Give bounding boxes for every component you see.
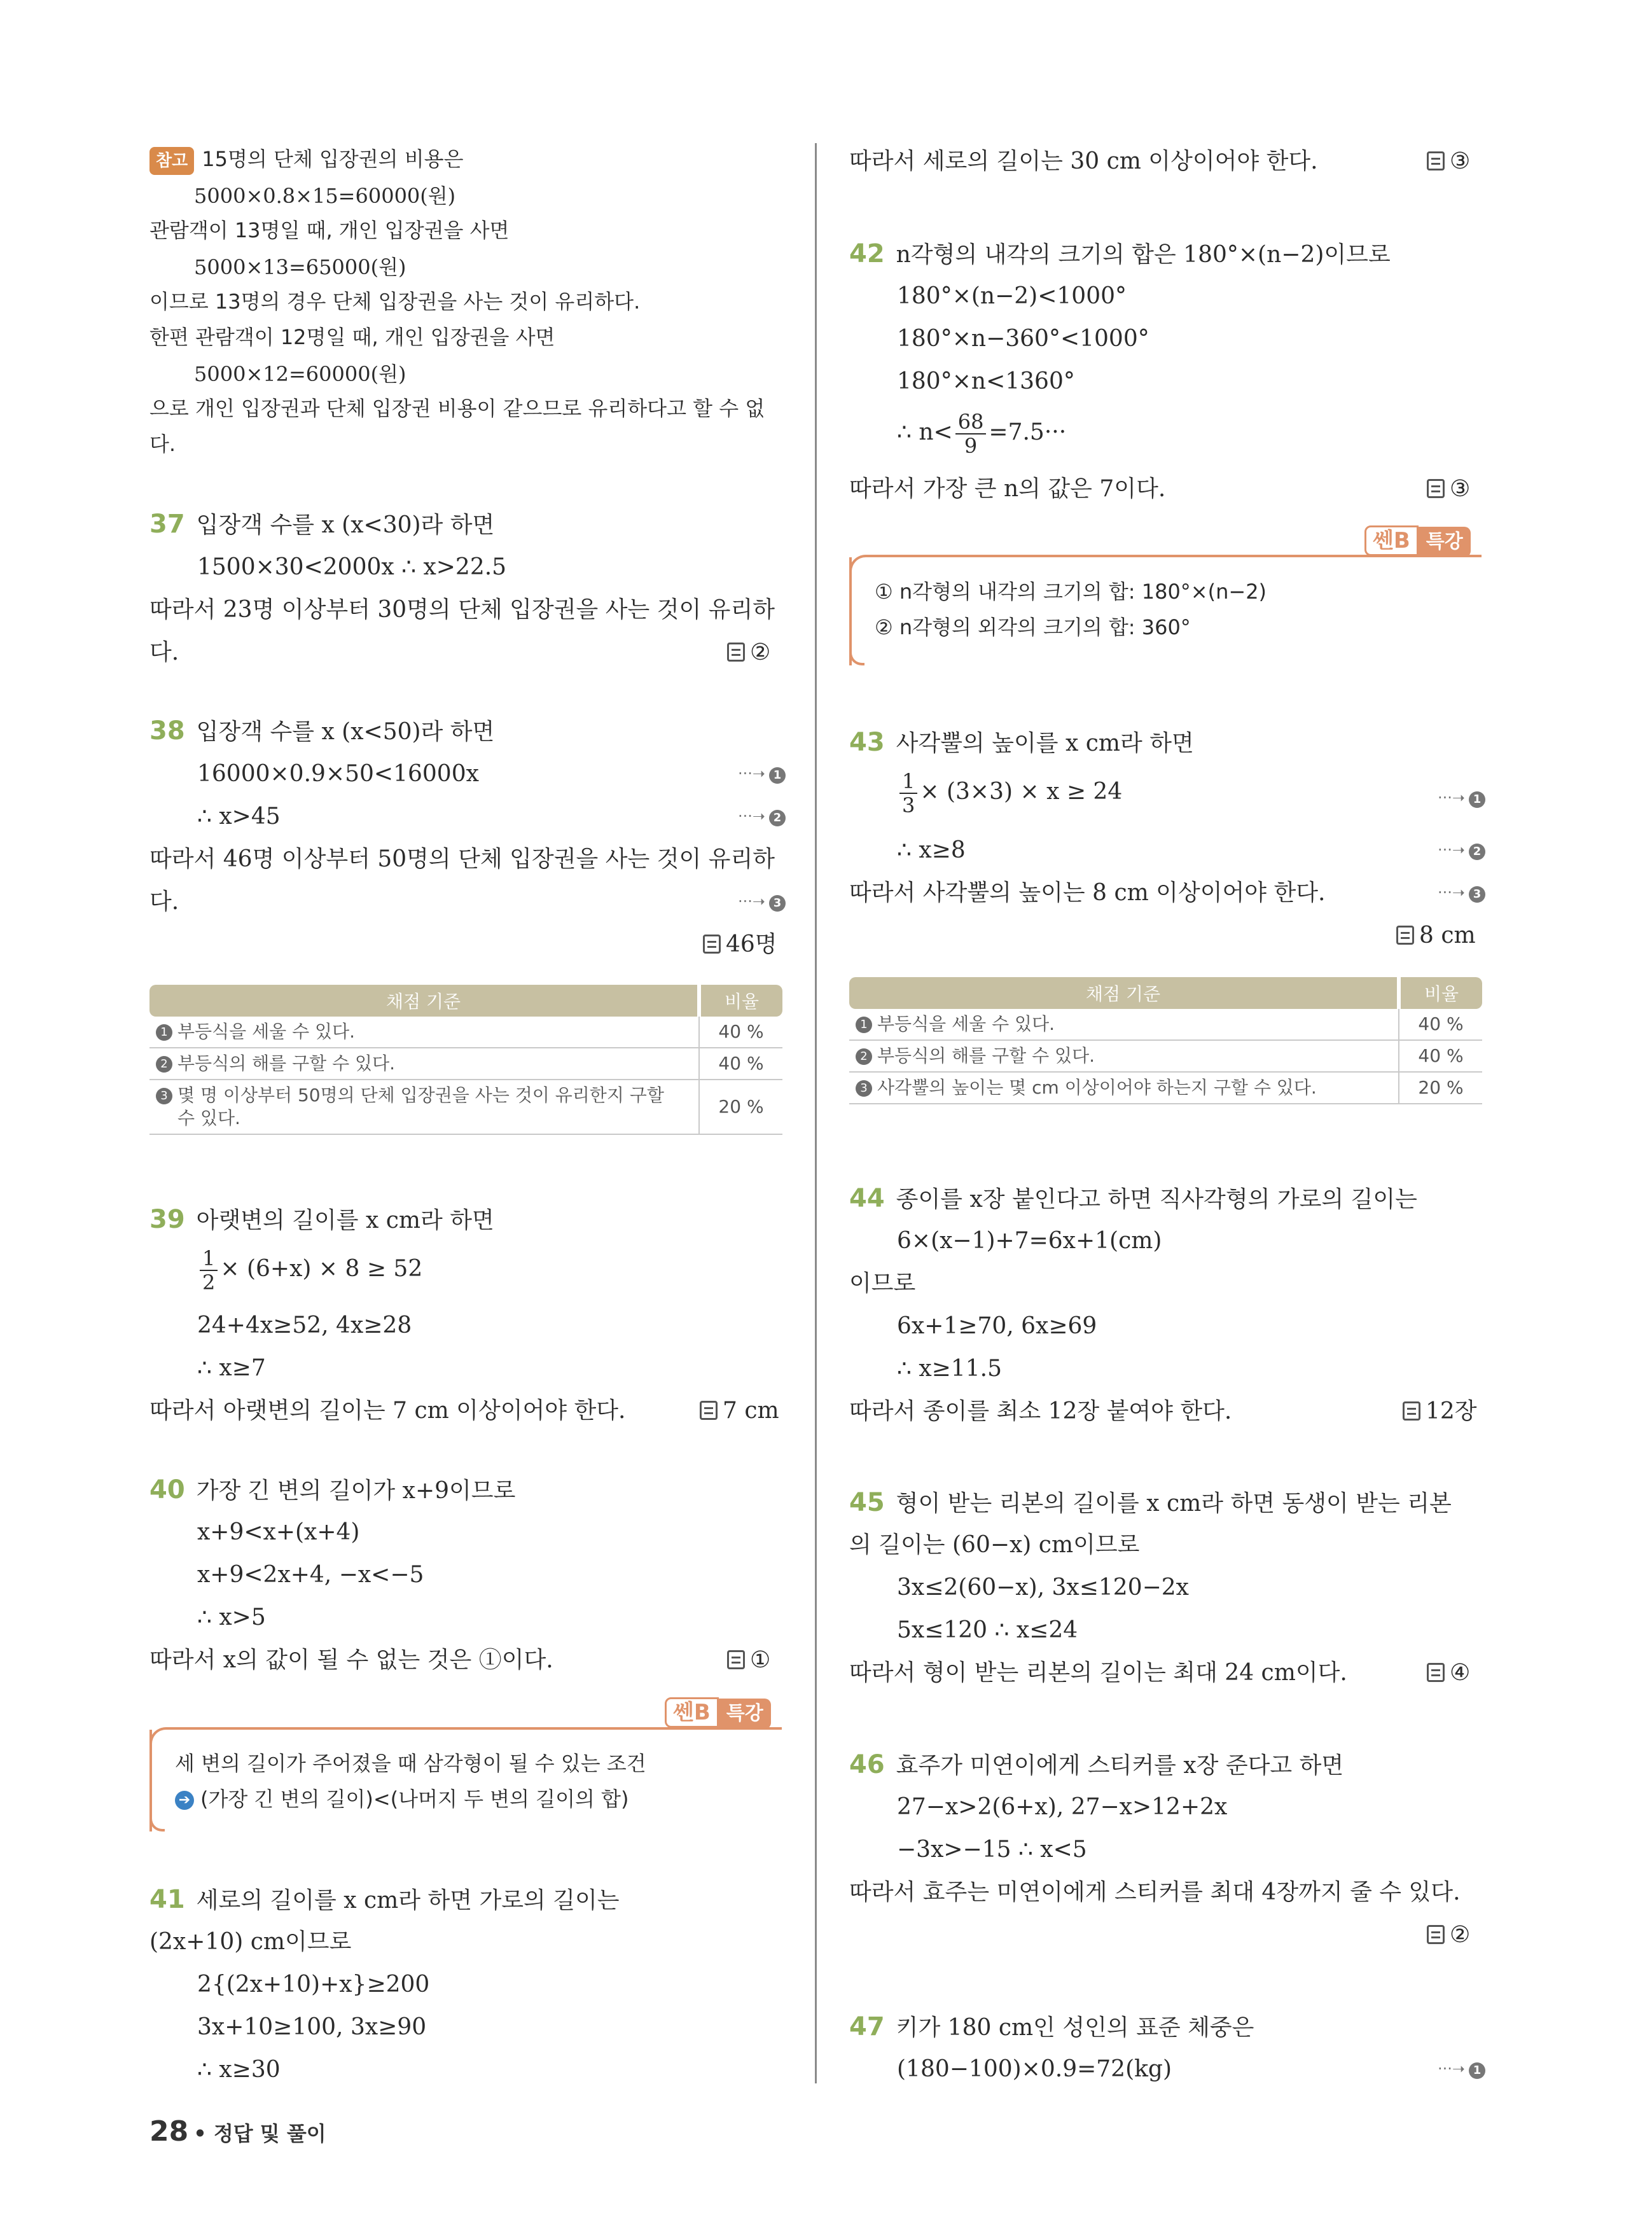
ssen-b-label: 쎈B <box>665 1697 719 1728</box>
p40-line: 따라서 x의 값이 될 수 없는 것은 ①이다. <box>149 1647 553 1673</box>
note-badge: 참고 <box>149 147 194 175</box>
tip-box-42 <box>849 555 1482 665</box>
special-lecture-label: 특강 <box>1419 527 1471 557</box>
table-row: 1 부등식을 세울 수 있다. 40 % <box>149 1017 782 1048</box>
answer-44: 12장 <box>1403 1396 1477 1427</box>
answer-icon <box>1403 1401 1420 1421</box>
tip-line: ➔ (가장 긴 변의 길이)<(나머지 두 변의 길이의 합) <box>175 1785 628 1813</box>
note-line: 으로 개인 입장권과 단체 입장권 비용이 같으므로 유리하다고 할 수 없 <box>149 396 765 420</box>
answer-45: ④ <box>1427 1658 1470 1688</box>
problem-39-heading: 39 아랫변의 길이를 x cm라 하면 <box>149 1205 494 1234</box>
note-line: 5000×13=65000(원) <box>194 255 406 279</box>
note-line: 5000×12=60000(원) <box>194 362 406 386</box>
answer-37: ② <box>727 637 770 668</box>
answer-40: ① <box>727 1645 770 1676</box>
ssen-b-label: 쎈B <box>1364 525 1419 556</box>
problem-38-heading: 38 입장객 수를 x (x<50)라 하면 <box>149 716 495 746</box>
step-marker: ···➝ 1 <box>1438 2060 1485 2079</box>
grading-table-38 <box>149 985 782 1135</box>
p45-line: 5x≤120 ∴ x≤24 <box>897 1617 1078 1643</box>
answer-icon <box>700 1401 718 1420</box>
p41-line: 3x+10≥100, 3x≥90 <box>197 2014 427 2040</box>
answer-43: 8 cm <box>1396 921 1476 951</box>
table-row: 1 부등식을 세울 수 있다. 40 % <box>849 1009 1482 1040</box>
table-header: 비율 <box>1399 977 1482 1009</box>
p43-line: ∴ x≥8 <box>897 837 966 863</box>
answer-41: ③ <box>1427 146 1470 177</box>
p41-line: 2{(2x+10)+x}≥200 <box>197 1971 430 1998</box>
page-footer <box>149 2115 326 2148</box>
fraction: $\frac{68}{9}$ <box>955 410 987 457</box>
problem-41-heading: 41 세로의 길이를 x cm라 하면 가로의 길이는 <box>149 1885 620 1914</box>
table-row: 3 사각뿔의 높이는 몇 cm 이상이어야 하는지 구할 수 있다. 20 % <box>849 1072 1482 1104</box>
footer-label: • 정답 및 풀이 <box>193 2122 326 2146</box>
note-line: 이므로 13명의 경우 단체 입장권을 사는 것이 유리하다. <box>149 289 641 314</box>
p45-line: 3x≤2(60−x), 3x≤120−2x <box>897 1574 1189 1601</box>
note-line: 다. <box>149 432 176 456</box>
problem-44-heading: 44 종이를 x장 붙인다고 하면 직사각형의 가로의 길이는 <box>849 1184 1417 1213</box>
page-number: 28 <box>149 2115 189 2148</box>
note-line: 한편 관람객이 12명일 때, 개인 입장권을 사면 <box>149 325 555 349</box>
step-marker: ···➝ 2 <box>1438 841 1485 860</box>
answer-icon <box>1427 479 1445 498</box>
problem-42-heading: 42 n각형의 내각의 크기의 합은 180°×(n−2)이므로 <box>849 239 1391 268</box>
p40-line: x+9<2x+4, −x<−5 <box>197 1562 424 1588</box>
p44-line: 따라서 종이를 최소 12장 붙여야 한다. <box>849 1398 1232 1424</box>
problem-43-heading: 43 사각뿔의 높이를 x cm라 하면 <box>849 728 1194 757</box>
p39-line: 24+4x≥52, 4x≥28 <box>197 1312 412 1338</box>
tip-line: ① n각형의 내각의 크기의 합: 180°×(n−2) <box>875 580 1267 604</box>
p38-line: 따라서 46명 이상부터 50명의 단체 입장권을 사는 것이 유리하 <box>149 846 775 872</box>
p41-line: 따라서 세로의 길이는 30 cm 이상이어야 한다. <box>849 148 1318 174</box>
note-line: 참고 15명의 단체 입장권의 비용은 <box>149 145 464 175</box>
step-marker: ···➝ 1 <box>1438 789 1485 808</box>
fraction: $\frac{1}{3}$ <box>899 770 917 817</box>
table-row: 3 몇 명 이상부터 50명의 단체 입장권을 사는 것이 유리한지 구할 수 있다. 20 % <box>149 1080 782 1134</box>
answer-38: 46명 <box>703 929 777 960</box>
p38-line: ∴ x>45 <box>197 803 281 830</box>
p45-line: 따라서 형이 받는 리본의 길이는 최대 24 cm이다. <box>849 1660 1347 1686</box>
p44-line: 6x+1≥70, 6x≥69 <box>897 1313 1097 1339</box>
table-row: 2 부등식의 해를 구할 수 있다. 40 % <box>149 1048 782 1080</box>
p42-line: ∴ n< $\frac{68}{9}$ =7.5··· <box>897 410 1067 458</box>
p38-line: 다. <box>149 889 179 915</box>
p40-line: x+9<x+(x+4) <box>197 1519 360 1545</box>
problem-46-heading: 46 효주가 미연이에게 스티커를 x장 준다고 하면 <box>849 1750 1344 1779</box>
answer-icon <box>727 1650 745 1669</box>
p38-line: 16000×0.9×50<16000x <box>197 761 479 787</box>
tip-header-42 <box>1364 525 1471 557</box>
p42-line: 180°×(n−2)<1000° <box>897 283 1127 309</box>
problem-45-heading: 45 형이 받는 리본의 길이를 x cm라 하면 동생이 받는 리본 <box>849 1488 1452 1517</box>
answer-46: ② <box>1427 1920 1470 1950</box>
p47-line: (180−100)×0.9=72(kg) <box>897 2056 1172 2082</box>
p43-line: $\frac{1}{3}$ × (3×3) × x ≥ 24 <box>897 770 1122 817</box>
p41-line: ∴ x≥30 <box>197 2057 281 2083</box>
problem-37-heading: 37 입장객 수를 x (x<30)라 하면 <box>149 510 495 539</box>
p46-line: 27−x>2(6+x), 27−x>12+2x <box>897 1794 1228 1820</box>
p41-line: (2x+10) cm이므로 <box>149 1929 352 1955</box>
tip-line: 세 변의 길이가 주어졌을 때 삼각형이 될 수 있는 조건 <box>175 1751 646 1776</box>
p42-line: 180°×n<1360° <box>897 368 1075 394</box>
tip-box-40 <box>149 1727 782 1831</box>
p39-line: ∴ x≥7 <box>197 1355 266 1381</box>
fraction: $\frac{1}{2}$ <box>200 1247 218 1294</box>
tip-header-40 <box>665 1697 771 1729</box>
note-line: 관람객이 13명일 때, 개인 입장권을 사면 <box>149 218 510 242</box>
special-lecture-label: 특강 <box>719 1699 771 1729</box>
answer-42: ③ <box>1427 474 1470 504</box>
p44-line: 6×(x−1)+7=6x+1(cm) <box>897 1228 1162 1254</box>
p44-line: ∴ x≥11.5 <box>897 1356 1002 1382</box>
p46-line: 따라서 효주는 미연이에게 스티커를 최대 4장까지 줄 수 있다. <box>849 1879 1461 1905</box>
p46-line: −3x>−15 ∴ x<5 <box>897 1837 1087 1863</box>
step-marker: ···➝ 2 <box>738 807 786 826</box>
answer-39: 7 cm <box>700 1396 779 1426</box>
p43-line: 따라서 사각뿔의 높이는 8 cm 이상이어야 한다. <box>849 880 1326 906</box>
p37-line: 다. <box>149 639 179 665</box>
table-header: 채점 기준 <box>849 977 1399 1009</box>
step-marker: ···➝ 3 <box>738 893 786 912</box>
note-line: 5000×0.8×15=60000(원) <box>194 184 456 208</box>
arrow-icon: ➔ <box>175 1791 194 1810</box>
p40-line: ∴ x>5 <box>197 1604 266 1630</box>
tip-line: ② n각형의 외각의 크기의 합: 360° <box>875 615 1191 639</box>
step-marker: ···➝ 3 <box>1438 884 1485 903</box>
problem-40-heading: 40 가장 긴 변의 길이가 x+9이므로 <box>149 1475 516 1505</box>
answer-icon <box>1427 1925 1445 1944</box>
p37-line: 따라서 23명 이상부터 30명의 단체 입장권을 사는 것이 유리하 <box>149 597 775 623</box>
answer-icon <box>1427 151 1445 170</box>
answer-icon <box>727 643 745 662</box>
answer-icon <box>1396 926 1414 945</box>
p42-line: 따라서 가장 큰 n의 값은 7이다. <box>849 476 1166 502</box>
table-header: 채점 기준 <box>149 985 699 1017</box>
p39-line: $\frac{1}{2}$ × (6+x) × 8 ≥ 52 <box>197 1247 422 1294</box>
grading-table-43 <box>849 977 1482 1104</box>
column-divider <box>815 143 817 2083</box>
p42-line: 180°×n−360°<1000° <box>897 326 1149 352</box>
answer-icon <box>1427 1663 1445 1682</box>
table-header: 비율 <box>699 985 782 1017</box>
table-row: 2 부등식의 해를 구할 수 있다. 40 % <box>849 1040 1482 1072</box>
problem-47-heading: 47 키가 180 cm인 성인의 표준 체중은 <box>849 2012 1254 2041</box>
answer-icon <box>703 935 721 954</box>
p45-line: 의 길이는 (60−x) cm이므로 <box>849 1532 1140 1558</box>
p37-line: 1500×30<2000x ∴ x>22.5 <box>197 554 507 580</box>
p39-line: 따라서 아랫변의 길이는 7 cm 이상이어야 한다. <box>149 1398 626 1424</box>
step-marker: ···➝ 1 <box>738 765 786 784</box>
p44-line: 이므로 <box>849 1270 916 1296</box>
